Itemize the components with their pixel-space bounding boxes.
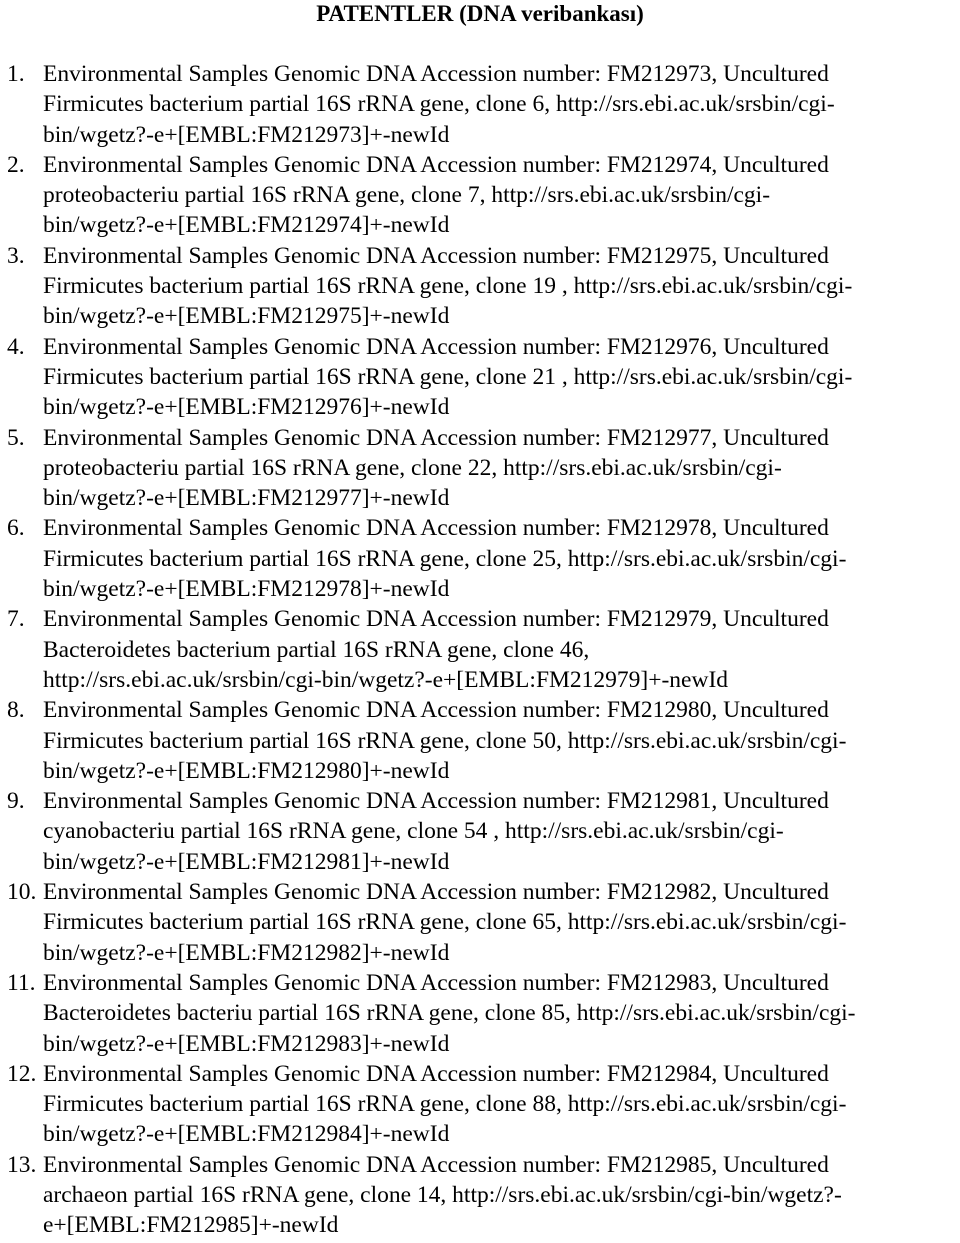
entry-line: Firmicutes bacterium partial 16S rRNA gene, clone 65, http://srs.ebi.ac.uk/srsbin/cgi- [43,909,847,936]
entry-line: Environmental Samples Genomic DNA Accession number: FM212982, Uncultured [43,879,829,906]
item-number: 6. [7,515,25,542]
list-item [0,1150,958,1241]
item-number: 7. [7,606,25,633]
list-item [0,513,958,604]
list-item [0,786,958,877]
entry-line: Environmental Samples Genomic DNA Accession number: FM212977, Uncultured [43,424,829,451]
item-number: 5. [7,424,25,451]
list-item [0,1059,958,1150]
entry-line: bin/wgetz?-e+[EMBL:FM212981]+-newId [43,848,450,875]
entry-line: Environmental Samples Genomic DNA Accession number: FM212973, Uncultured [43,61,829,87]
item-number: 9. [7,788,25,815]
item-number: 4. [7,333,25,360]
entry-line: Environmental Samples Genomic DNA Accession number: FM212985, Uncultured [43,1151,829,1178]
entry-line: Environmental Samples Genomic DNA Accession number: FM212981, Uncultured [43,788,829,815]
item-number: 11. [7,969,36,996]
item-number: 10. [7,879,37,906]
item-number: 12. [7,1060,37,1087]
entry-line: Environmental Samples Genomic DNA Accession number: FM212979, Uncultured [43,606,829,633]
entry-line: Firmicutes bacterium partial 16S rRNA gene, clone 6, http://srs.ebi.ac.uk/srsbin/cgi- [43,91,835,118]
list-item [0,604,958,695]
entry-line: Environmental Samples Genomic DNA Accession number: FM212983, Uncultured [43,969,829,996]
entry-line: Environmental Samples Genomic DNA Accession number: FM212976, Uncultured [43,333,829,360]
entry-line: bin/wgetz?-e+[EMBL:FM212978]+-newId [43,576,450,603]
entry-line: Environmental Samples Genomic DNA Accession number: FM212984, Uncultured [43,1060,829,1087]
item-number: 1. [7,61,25,87]
list-item [0,241,958,332]
list-item [0,332,958,423]
entry-line: Firmicutes bacterium partial 16S rRNA gene, clone 21 , http://srs.ebi.ac.uk/srsbin/cgi- [43,363,853,390]
item-number: 2. [7,151,25,178]
entry-line: e+[EMBL:FM212985]+-newId [43,1212,339,1239]
entry-line: proteobacteriu partial 16S rRNA gene, clone 22, http://srs.ebi.ac.uk/srsbin/cgi- [43,454,782,481]
entry-line: bin/wgetz?-e+[EMBL:FM212975]+-newId [43,303,450,330]
list-item [0,968,958,1059]
list-item [0,695,958,786]
entry-line: bin/wgetz?-e+[EMBL:FM212983]+-newId [43,1030,450,1057]
list-item [0,150,958,241]
entry-line: bin/wgetz?-e+[EMBL:FM212977]+-newId [43,485,450,512]
entry-line: Firmicutes bacterium partial 16S rRNA gene, clone 19 , http://srs.ebi.ac.uk/srsbin/cgi- [43,273,853,300]
entry-line: Firmicutes bacterium partial 16S rRNA gene, clone 50, http://srs.ebi.ac.uk/srsbin/cgi- [43,727,847,754]
entry-line: Bacteroidetes bacterium partial 16S rRNA gene, clone 46, [43,636,590,663]
accession-list [0,59,960,1241]
entry-line: bin/wgetz?-e+[EMBL:FM212984]+-newId [43,1121,450,1148]
entry-line: proteobacteriu partial 16S rRNA gene, clone 7, http://srs.ebi.ac.uk/srsbin/cgi- [43,182,771,209]
entry-line: bin/wgetz?-e+[EMBL:FM212973]+-newId [43,121,450,148]
entry-line: Firmicutes bacterium partial 16S rRNA gene, clone 88, http://srs.ebi.ac.uk/srsbin/cgi- [43,1091,847,1118]
entry-line: Environmental Samples Genomic DNA Accession number: FM212980, Uncultured [43,697,829,724]
item-number: 3. [7,242,25,269]
entry-line: Firmicutes bacterium partial 16S rRNA gene, clone 25, http://srs.ebi.ac.uk/srsbin/cgi- [43,545,847,572]
item-number: 8. [7,697,25,724]
entry-line: bin/wgetz?-e+[EMBL:FM212980]+-newId [43,757,450,784]
entry-line: bin/wgetz?-e+[EMBL:FM212974]+-newId [43,212,450,239]
entry-line: bin/wgetz?-e+[EMBL:FM212976]+-newId [43,394,450,421]
entry-line: Environmental Samples Genomic DNA Accession number: FM212975, Uncultured [43,242,829,269]
entry-line: http://srs.ebi.ac.uk/srsbin/cgi-bin/wgetz?-e+[EMBL:FM212979]+-newId [43,666,729,693]
entry-line: Environmental Samples Genomic DNA Accession number: FM212974, Uncultured [43,151,829,178]
entry-line: bin/wgetz?-e+[EMBL:FM212982]+-newId [43,939,450,966]
entry-line: Environmental Samples Genomic DNA Accession number: FM212978, Uncultured [43,515,829,542]
list-item [0,877,958,968]
list-item [0,423,958,514]
list-item [0,59,958,150]
entry-line: Bacteroidetes bacteriu partial 16S rRNA gene, clone 85, http://srs.ebi.ac.uk/srsbin/cgi- [43,1000,856,1027]
page-title: PATENTLER (DNA veribankası) [316,1,644,26]
entry-line: archaeon partial 16S rRNA gene, clone 14, http://srs.ebi.ac.uk/srsbin/cgi-bin/wgetz?- [43,1181,842,1208]
item-number: 13. [7,1151,37,1178]
entry-line: cyanobacteriu partial 16S rRNA gene, clone 54 , http://srs.ebi.ac.uk/srsbin/cgi- [43,818,784,845]
